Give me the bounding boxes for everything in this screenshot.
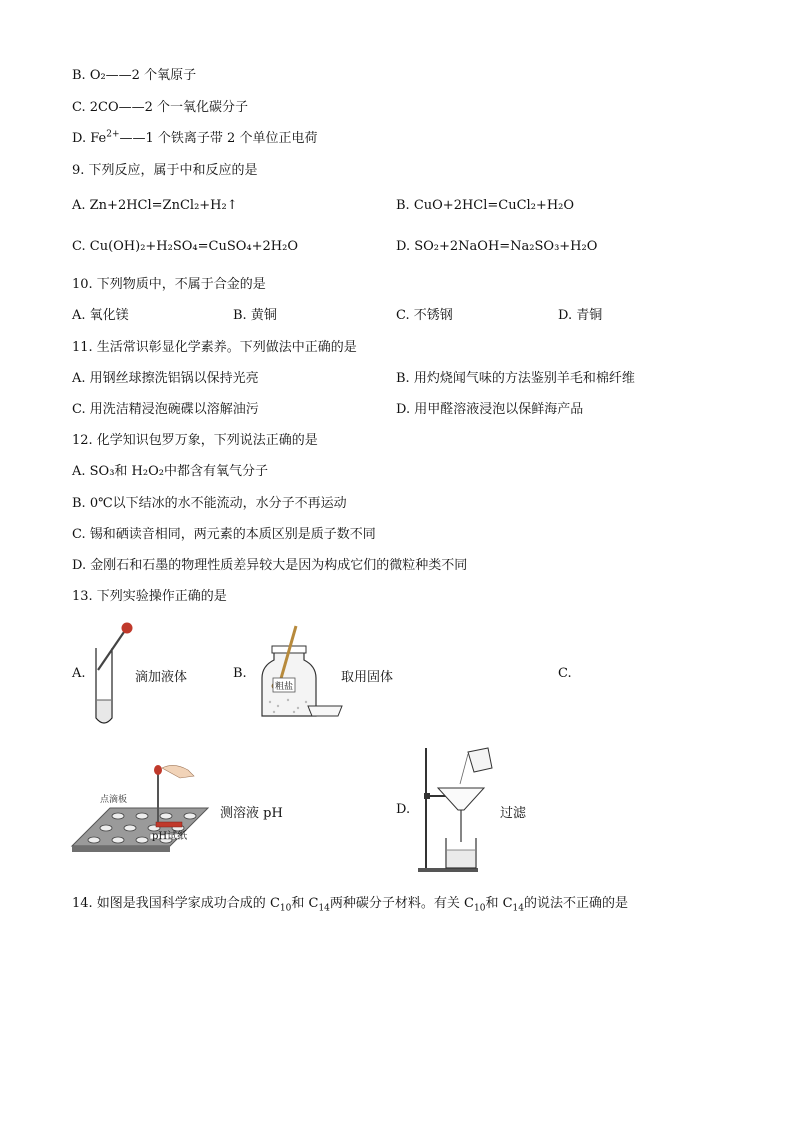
q10-option-c: C. 不锈钢 <box>396 308 453 323</box>
q14-sub-2: 14 <box>318 903 330 914</box>
q12-option-d: D. 金刚石和石墨的物理性质差异较大是因为构成它们的微粒种类不同 <box>72 558 468 573</box>
q14-stem-part-1: 14. 如图是我国科学家成功合成的 C <box>72 896 280 911</box>
q13-d-caption: 过滤 <box>500 806 527 821</box>
q14-stem-part-2: 和 C <box>291 896 319 911</box>
q14-stem-part-4: 和 C <box>485 896 513 911</box>
q12-stem: 12. 化学知识包罗万象，下列说法正确的是 <box>72 433 318 448</box>
jar-label-text: 粗盐 <box>274 682 294 692</box>
q11-option-a: A. 用钢丝球擦洗铝锅以保持光亮 <box>72 371 259 386</box>
q10-option-b: B. 黄铜 <box>233 308 277 323</box>
q11-stem: 11. 生活常识彰显化学素养。下列做法中正确的是 <box>72 340 357 355</box>
q9-option-d: D. SO₂+2NaOH=Na₂SO₃+H₂O <box>396 239 598 254</box>
q10-stem: 10. 下列物质中，不属于合金的是 <box>72 277 266 292</box>
q14-stem <box>72 895 628 913</box>
q8-d-charge: 2+ <box>106 129 120 140</box>
q13-stem: 13. 下列实验操作正确的是 <box>72 589 227 604</box>
q14-sub-1: 10 <box>279 903 292 914</box>
q9-option-b: B. CuO+2HCl=CuCl₂+H₂O <box>396 198 575 213</box>
q12-option-c: C. 锡和硒读音相同，两元素的本质区别是质子数不同 <box>72 527 376 542</box>
q11-option-b: B. 用灼烧闻气味的方法鉴别羊毛和棉纤维 <box>396 371 635 386</box>
q13-a-label: A. <box>72 666 86 681</box>
q13-d-label: D. <box>396 802 411 817</box>
reagent-jar-figure <box>254 624 346 722</box>
q10-option-d: D. 青铜 <box>558 308 603 323</box>
q11-option-d: D. 用甲醛溶液浸泡以保鲜海产品 <box>396 402 584 417</box>
q13-c-caption: 测溶液 pH <box>220 806 283 821</box>
q10-option-a: A. 氧化镁 <box>72 308 129 323</box>
q13-c-label: C. <box>558 666 572 681</box>
spot-plate-label: 点滴板 <box>100 795 128 805</box>
q13-b-label: B. <box>233 666 247 681</box>
q9-option-a: A. Zn+2HCl=ZnCl₂+H₂↑ <box>72 198 238 213</box>
q8-option-b: B. O₂——2 个氧原子 <box>72 68 197 83</box>
q9-option-c: C. Cu(OH)₂+H₂SO₄=CuSO₄+2H₂O <box>72 239 298 254</box>
q8-option-c: C. 2CO——2 个一氧化碳分子 <box>72 100 249 115</box>
q12-option-b: B. 0℃以下结冰的水不能流动，水分子不再运动 <box>72 496 347 511</box>
ph-paper-label: pH试纸 <box>152 831 188 842</box>
q8-option-d <box>72 130 317 148</box>
q8-d-prefix: D. Fe <box>72 131 107 146</box>
q14-stem-part-5: 的说法不正确的是 <box>523 896 628 911</box>
q9-stem: 9. 下列反应，属于中和反应的是 <box>72 163 258 178</box>
q14-sub-3: 10 <box>473 903 486 914</box>
q14-stem-part-3: 两种碳分子材料。有关 C <box>329 896 474 911</box>
q8-d-text: ——1 个铁离子带 2 个单位正电荷 <box>119 131 318 146</box>
q13-a-caption: 滴加液体 <box>135 670 188 685</box>
q11-option-c: C. 用洗洁精浸泡碗碟以溶解油污 <box>72 402 259 417</box>
spot-plate-figure <box>70 764 220 856</box>
q13-b-caption: 取用固体 <box>341 670 394 685</box>
q12-option-a: A. SO₃和 H₂O₂中都含有氧气分子 <box>72 464 268 479</box>
dropper-test-tube-figure <box>86 618 138 730</box>
q14-sub-4: 14 <box>512 903 524 914</box>
filtration-figure <box>412 744 502 874</box>
